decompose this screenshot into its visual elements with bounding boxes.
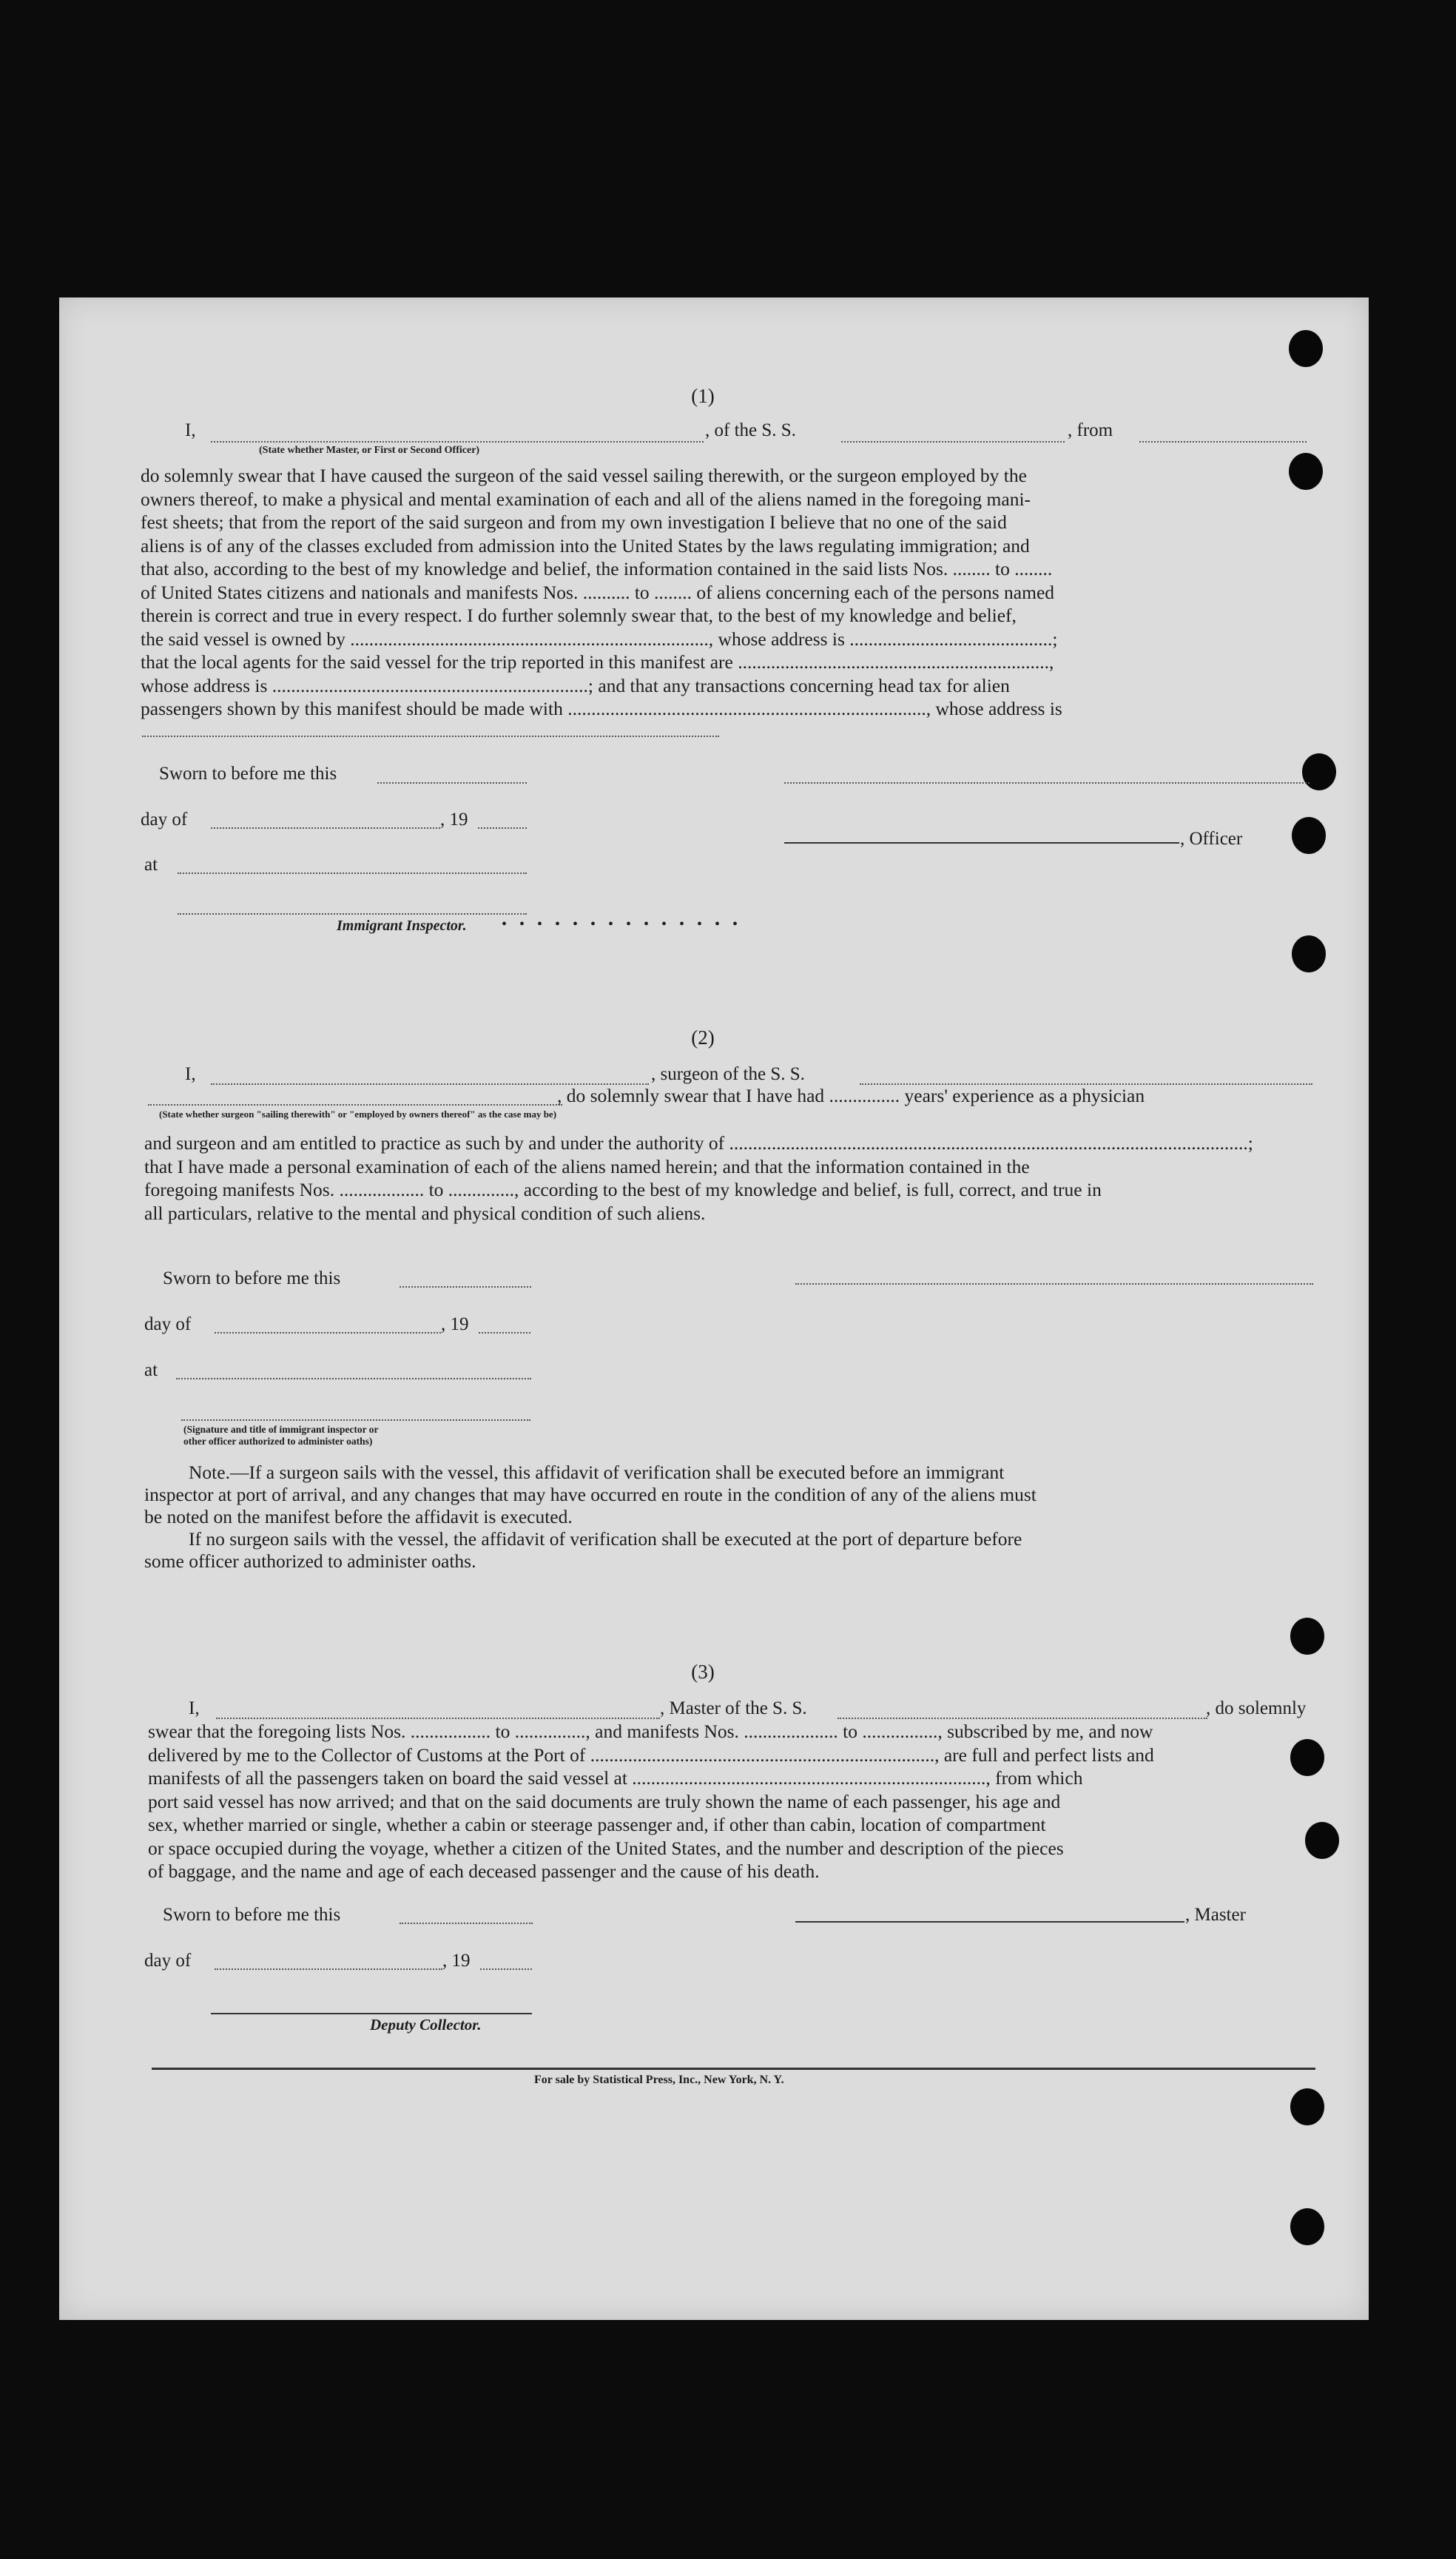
day-of-field-1[interactable] <box>211 827 440 829</box>
year-field-2[interactable] <box>479 1332 530 1334</box>
at-field-1[interactable] <box>178 872 527 874</box>
deputy-collector-signature-line[interactable] <box>211 2013 532 2014</box>
oath-line: that also, according to the best of my knowledge and belief, the information contained in the said lists Nos. ........ to ........ <box>141 558 1053 579</box>
footer-rule <box>152 2068 1315 2070</box>
master-name-field[interactable] <box>211 441 704 443</box>
note-line: If no surgeon sails with the vessel, the affidavit of verification shall be executed at the port of departure before <box>189 1528 1022 1550</box>
oath-line: all particulars, relative to the mental and physical condition of such aliens. <box>144 1202 706 1224</box>
note-line: some officer authorized to administer oaths. <box>144 1550 476 1572</box>
sworn-date-field-1[interactable] <box>377 782 527 784</box>
deputy-collector-label: Deputy Collector. <box>370 2016 482 2034</box>
master-label: , Master <box>1185 1905 1246 1925</box>
year-field-1[interactable] <box>478 827 527 829</box>
oath-line: do solemnly swear that I have caused the surgeon of the said vessel sailing therewith, or the surgeon employed by the <box>141 465 1027 486</box>
punch-hole <box>1290 2208 1324 2245</box>
address-continuation-field[interactable] <box>142 736 719 737</box>
day-of-field-2[interactable] <box>215 1332 441 1334</box>
punch-hole <box>1292 817 1326 854</box>
section-3-i-label: I, <box>189 1698 200 1718</box>
officer-signature-field[interactable] <box>784 782 1310 784</box>
officer-label: , Officer <box>1180 829 1243 849</box>
day-of-label-3: day of <box>144 1951 192 1971</box>
surgeon-status-field[interactable] <box>148 1104 562 1106</box>
section-3-number: (3) <box>691 1661 715 1683</box>
oath-line: swear that the foregoing lists Nos. ................. to ..............., and manifests Nos. .................... to ................, subscribed by me, and now <box>148 1721 1153 1742</box>
sworn-date-field-3[interactable] <box>400 1923 533 1924</box>
at-field-2[interactable] <box>176 1378 531 1379</box>
section-2-line-2: , do solemnly swear that I have had ............... years' experience as a physician <box>557 1085 1145 1106</box>
signature-note-2: other officer authorized to administer oaths) <box>183 1436 373 1447</box>
master-name-field-3[interactable] <box>216 1718 660 1719</box>
do-solemnly-label: , do solemnly <box>1206 1698 1307 1718</box>
punch-hole <box>1302 753 1336 790</box>
section-2-oath-text <box>144 1131 1313 1225</box>
of-the-ss-label: , of the S. S. <box>705 420 796 440</box>
oath-line: therein is correct and true in every respect. I do further solemnly swear that, to the best of my knowledge and belief, <box>141 605 1017 626</box>
oath-line: or space occupied during the voyage, whether a citizen of the United States, and the number and description of the pieces <box>148 1837 1064 1859</box>
vessel-name-field[interactable] <box>841 441 1065 443</box>
master-of-ss-label: , Master of the S. S. <box>660 1698 807 1718</box>
authorized-officer-signature-line[interactable] <box>181 1419 530 1421</box>
oath-line: fest sheets; that from the report of the said surgeon and from my own investigation I believe that no one of the said <box>141 511 1007 533</box>
section-3-oath-text <box>148 1720 1315 1883</box>
section-2-number: (2) <box>691 1026 715 1049</box>
oath-line: the said vessel is owned by ............................................................................, whose address is ...........................................; <box>141 628 1058 650</box>
surgeon-field-note: (State whether surgeon "sailing therewith" or "employed by owners thereof" as the case may be) <box>159 1109 557 1120</box>
oath-line: of United States citizens and nationals and manifests Nos. .......... to ........ of aliens concerning each of the persons named <box>141 581 1055 603</box>
oath-line: delivered by me to the Collector of Customs at the Port of ........................................................................., are full and perfect lists and <box>148 1743 1154 1766</box>
year-label-2: , 19 <box>441 1314 469 1334</box>
section-2-i-label: I, <box>185 1064 196 1084</box>
punch-hole <box>1290 2088 1324 2125</box>
sworn-date-field-2[interactable] <box>400 1286 531 1288</box>
punch-hole <box>1289 330 1323 367</box>
oath-line: of baggage, and the name and age of each deceased passenger and the cause of his death. <box>148 1860 820 1882</box>
vessel-name-field-3[interactable] <box>837 1718 1207 1719</box>
section-1-i-label: I, <box>185 420 196 440</box>
surgeon-of-label: , surgeon of the S. S. <box>651 1064 805 1084</box>
from-port-field[interactable] <box>1139 441 1307 443</box>
oath-line: and surgeon and am entitled to practice as such by and under the authority of ..............................................................................................................; <box>144 1132 1253 1154</box>
sworn-label-2: Sworn to before me this <box>163 1268 341 1288</box>
immigrant-inspector-label: Immigrant Inspector. <box>337 918 467 934</box>
oath-line: passengers shown by this manifest should be made with ............................................................................, whose address is <box>141 698 1062 719</box>
note-line: be noted on the manifest before the affidavit is executed. <box>144 1506 573 1527</box>
punch-hole <box>1290 1618 1324 1655</box>
oath-line: sex, whether married or single, whether a cabin or steerage passenger and, if other than cabin, location of compartment <box>148 1814 1046 1835</box>
oath-line: port said vessel has now arrived; and that on the said documents are truly shown the name of each passenger, his age and <box>148 1790 1061 1812</box>
oath-line: manifests of all the passengers taken on board the said vessel at ..........................................................................., from which <box>148 1767 1083 1789</box>
year-label-1: , 19 <box>440 810 468 830</box>
day-of-field-3[interactable] <box>215 1968 442 1970</box>
oath-line: whose address is ...................................................................; and that any transactions concerning head tax for alien <box>141 674 1010 696</box>
at-label-1: at <box>144 855 158 875</box>
master-field-note: (State whether Master, or First or Second Officer) <box>259 445 480 456</box>
punch-hole <box>1292 935 1326 972</box>
oath-line: that the local agents for the said vessel for the trip reported in this manifest are .................................................................., <box>141 651 1054 673</box>
note-text <box>144 1462 1315 1573</box>
oath-line: that I have made a personal examination of each of the aliens named herein; and that the information contained in the <box>144 1155 1030 1177</box>
section-1-oath-text <box>141 464 1311 721</box>
at-label-2: at <box>144 1360 158 1380</box>
oath-line: owners thereof, to make a physical and mental examination of each and all of the aliens named in the foregoing mani- <box>141 488 1031 510</box>
sworn-label-1: Sworn to before me this <box>159 764 337 784</box>
year-label-3: , 19 <box>442 1951 471 1971</box>
surgeon-signature-field[interactable] <box>795 1283 1313 1285</box>
note-line: inspector at port of arrival, and any changes that may have occurred en route in the condition of any of the aliens must <box>144 1484 1037 1505</box>
master-signature-line[interactable] <box>795 1921 1184 1923</box>
signature-note-1: (Signature and title of immigrant inspector or <box>183 1424 379 1435</box>
sworn-label-3: Sworn to before me this <box>163 1905 341 1925</box>
inspector-signature-line[interactable] <box>178 913 527 915</box>
day-of-label-2: day of <box>144 1314 192 1334</box>
note-line: Note.—If a surgeon sails with the vessel, this affidavit of verification shall be executed before an immigrant <box>189 1462 1005 1483</box>
officer-line <box>784 842 1179 844</box>
section-1-number: (1) <box>691 385 715 407</box>
year-field-3[interactable] <box>480 1968 532 1970</box>
day-of-label-1: day of <box>141 810 188 830</box>
from-label: , from <box>1068 420 1113 440</box>
oath-line: foregoing manifests Nos. .................. to .............., according to the best of my knowledge and belief, is full, correct, and true in <box>144 1179 1102 1200</box>
document-sheet <box>59 297 1369 2320</box>
dotted-trail: • • • • • • • • • • • • • • <box>502 916 743 932</box>
oath-line: aliens is of any of the classes excluded from admission into the United States by the laws regulating immigration; and <box>141 534 1030 556</box>
printer-footer: For sale by Statistical Press, Inc., New York, N. Y. <box>534 2074 784 2086</box>
